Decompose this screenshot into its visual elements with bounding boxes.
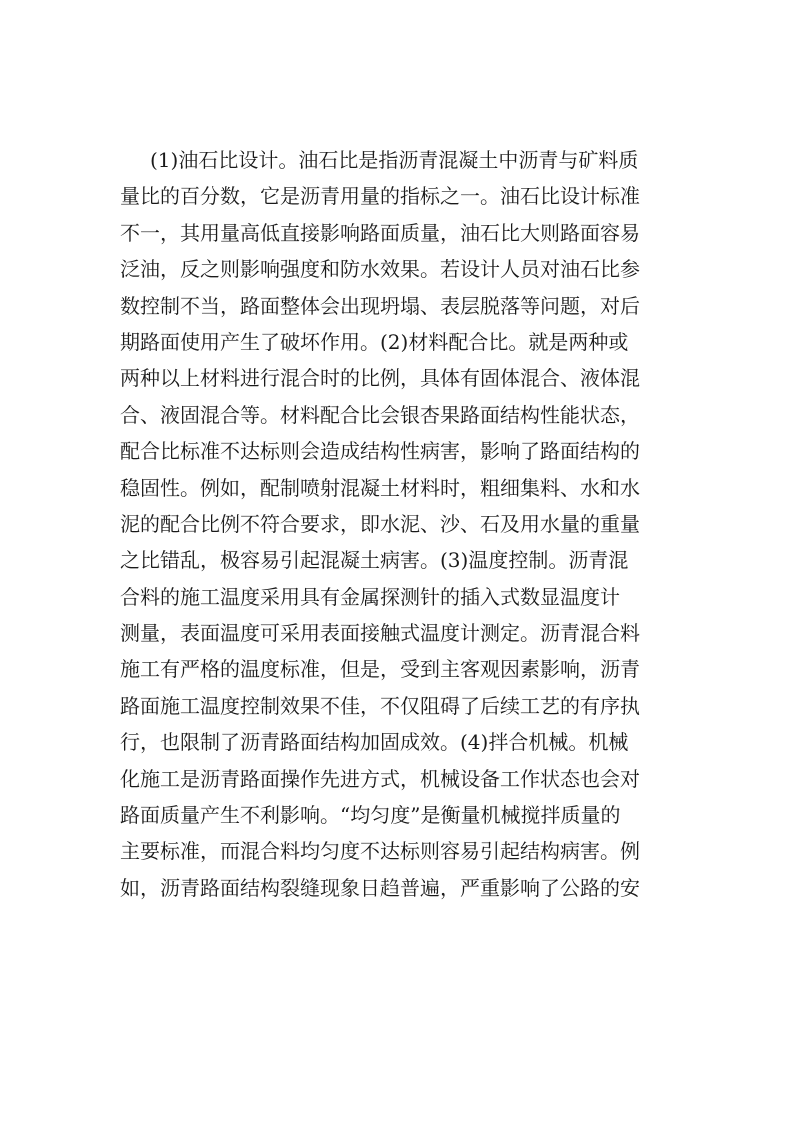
paragraph-line: 两种以上材料进行混合时的比例，具体有固体混合、液体混 [120,366,640,391]
paragraph-line: 泥的配合比例不符合要求，即水泥、沙、石及用水量的重量 [120,511,640,536]
paragraph-line: 数控制不当，路面整体会出现坍塌、表层脱落等问题，对后 [120,293,640,318]
paragraph-line: 路面质量产生不利影响。“均匀度”是衡量机械搅拌质量的 [120,803,621,828]
paragraph-line: 行，也限制了沥青路面结构加固成效。(4)拌合机械。机械 [120,730,629,755]
paragraph-line: 泛油，反之则影响强度和防水效果。若设计人员对油石比参 [120,257,640,282]
body-paragraph [120,142,680,906]
paragraph-line: 测量，表面温度可采用表面接触式温度计测定。沥青混合料 [120,621,640,646]
paragraph-line: 之比错乱，极容易引起混凝土病害。(3)温度控制。沥青混 [120,548,629,573]
paragraph-line: 如，沥青路面结构裂缝现象日趋普遍，严重影响了公路的安 [120,875,640,900]
paragraph-line: 不一，其用量高低直接影响路面质量，油石比大则路面容易 [120,220,640,245]
paragraph-line: 配合比标准不达标则会造成结构性病害，影响了路面结构的 [120,439,640,464]
paragraph-line: 稳固性。例如，配制喷射混凝土材料时，粗细集料、水和水 [120,475,640,500]
paragraph-line: 量比的百分数，它是沥青用量的指标之一。油石比设计标准 [120,184,640,209]
paragraph-line: 合、液固混合等。材料配合比会银杏果路面结构性能状态， [120,402,640,427]
paragraph-line: (1)油石比设计。油石比是指沥青混凝土中沥青与矿料质 [150,148,639,172]
paragraph-line: 合料的施工温度采用具有金属探测针的插入式数显温度计 [120,584,620,609]
paragraph-line: 化施工是沥青路面操作先进方式，机械设备工作状态也会对 [120,766,640,791]
paragraph-line: 期路面使用产生了破坏作用。(2)材料配合比。就是两种或 [120,329,629,354]
paragraph-line: 施工有严格的温度标准，但是，受到主客观因素影响，沥青 [120,657,640,682]
paragraph-line: 路面施工温度控制效果不佳，不仅阻碍了后续工艺的有序执 [120,693,640,718]
paragraph-line: 主要标准，而混合料均匀度不达标则容易引起结构病害。例 [120,839,640,864]
